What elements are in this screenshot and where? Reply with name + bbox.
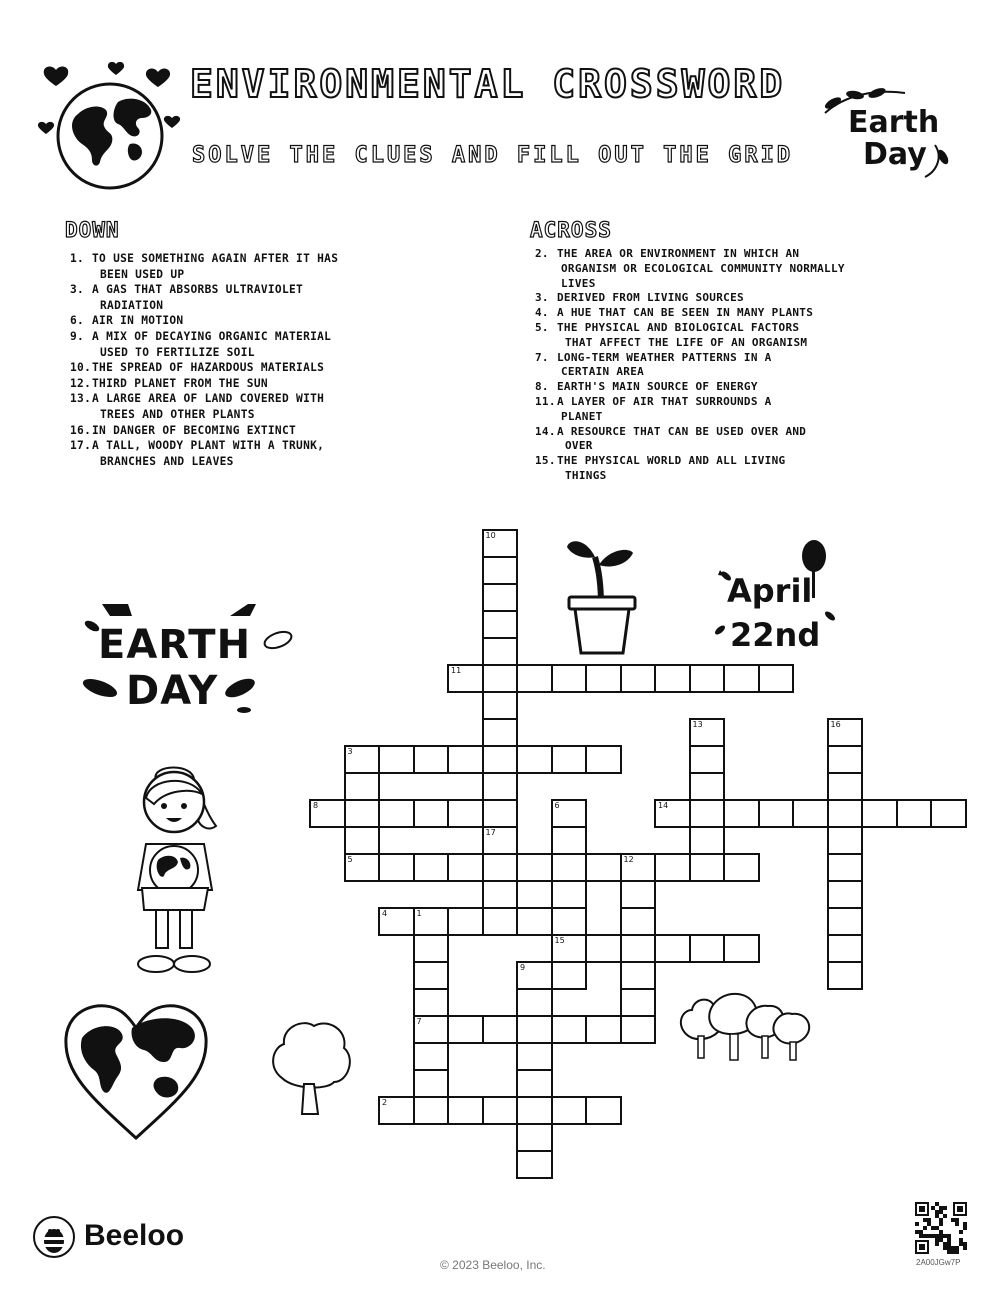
tree-group-icon [676, 990, 816, 1065]
crossword-cell[interactable] [482, 1096, 519, 1125]
crossword-cell[interactable] [654, 934, 691, 963]
april-badge [712, 540, 837, 660]
across-clue: 15. THE PHYSICAL WORLD AND ALL LIVING THINGS [535, 454, 786, 482]
bee-logo-icon [32, 1215, 76, 1259]
crossword-cell[interactable] [378, 1096, 415, 1125]
crossword-cell[interactable] [585, 1096, 622, 1125]
down-clue: 12. THIRD PLANET FROM THE SUN [70, 376, 268, 390]
crossword-cell[interactable] [827, 745, 864, 774]
crossword-cell[interactable] [827, 934, 864, 963]
crossword-cell[interactable] [827, 772, 864, 801]
crossword-clue-number: 16 [830, 720, 841, 729]
across-clue: 14. A RESOURCE THAT CAN BE USED OVER AND OVER [535, 424, 807, 453]
crossword-cell[interactable] [344, 853, 381, 882]
crossword-cell[interactable] [827, 907, 864, 936]
crossword-cell[interactable] [482, 610, 519, 639]
crossword-cell[interactable] [482, 691, 519, 720]
across-clue: 7. LONG-TERM WEATHER PATTERNS IN A CERTAIN AREA [535, 350, 772, 379]
crossword-cell[interactable] [551, 745, 588, 774]
crossword-cell[interactable] [516, 745, 553, 774]
crossword-cell[interactable] [482, 718, 519, 747]
crossword-cell[interactable] [413, 853, 450, 882]
crossword-cell[interactable] [896, 799, 933, 828]
crossword-cell[interactable] [861, 799, 898, 828]
earth-day-badge-top [815, 85, 960, 180]
crossword-cell[interactable] [551, 1096, 588, 1125]
crossword-cell[interactable] [344, 826, 381, 855]
crossword-cell[interactable] [620, 853, 657, 882]
down-clue: 6. AIR IN MOTION [70, 314, 184, 328]
crossword-cell[interactable] [827, 826, 864, 855]
crossword-cell[interactable] [551, 934, 588, 963]
crossword-cell[interactable] [344, 745, 381, 774]
crossword-cell[interactable] [309, 799, 346, 828]
crossword-cell[interactable] [551, 799, 588, 828]
crossword-cell[interactable] [482, 799, 519, 828]
crossword-cell[interactable] [413, 799, 450, 828]
crossword-cell[interactable] [413, 907, 450, 936]
crossword-cell[interactable] [378, 907, 415, 936]
crossword-cell[interactable] [378, 799, 415, 828]
crossword-cell[interactable] [482, 907, 519, 936]
copyright: © 2023 Beeloo, Inc. [440, 1258, 546, 1272]
crossword-cell[interactable] [689, 934, 726, 963]
crossword-cell[interactable] [516, 961, 553, 990]
down-clue: 13. A LARGE AREA OF LAND COVERED WITH TREES AND OTHER PLANTS [70, 392, 325, 421]
down-clue: 3. A GAS THAT ABSORBS ULTRAVIOLET RADIATION [70, 283, 304, 312]
crossword-cell[interactable] [344, 799, 381, 828]
crossword-cell[interactable] [482, 772, 519, 801]
crossword-cell[interactable] [516, 907, 553, 936]
crossword-clue-number: 13 [692, 720, 703, 729]
crossword-clue-number: 10 [485, 531, 496, 540]
crossword-clue-number: 6 [554, 801, 560, 810]
crossword-cell[interactable] [516, 853, 553, 882]
crossword-cell[interactable] [413, 745, 450, 774]
down-clue: 9. A MIX OF DECAYING ORGANIC MATERIAL USED TO FERTILIZE SOIL [70, 329, 332, 359]
crossword-cell[interactable] [827, 961, 864, 990]
crossword-cell[interactable] [792, 799, 829, 828]
crossword-cell[interactable] [551, 1015, 588, 1044]
crossword-cell[interactable] [585, 664, 622, 693]
april-line2: 22nd [730, 616, 821, 654]
crossword-cell[interactable] [551, 907, 588, 936]
crossword-cell[interactable] [758, 799, 795, 828]
crossword-cell[interactable] [482, 745, 519, 774]
crossword-cell[interactable] [516, 1150, 553, 1179]
crossword-clue-number: 2 [382, 1098, 388, 1107]
down-heading: DOWN [65, 218, 120, 242]
crossword-clue-number: 5 [347, 855, 353, 864]
crossword-cell[interactable] [413, 1096, 450, 1125]
crossword-cell[interactable] [827, 718, 864, 747]
crossword-cell[interactable] [620, 988, 657, 1017]
across-clue-list [533, 247, 913, 484]
beeloo-logo [32, 1215, 202, 1259]
crossword-cell[interactable] [516, 1042, 553, 1071]
crossword-clue-number: 14 [658, 801, 669, 810]
crossword-cell[interactable] [723, 799, 760, 828]
crossword-cell[interactable] [689, 772, 726, 801]
earth-day-left-line1: EARTH [98, 622, 252, 668]
crossword-cell[interactable] [482, 583, 519, 612]
crossword-cell[interactable] [827, 853, 864, 882]
crossword-cell[interactable] [482, 664, 519, 693]
plant-pot-icon [565, 535, 640, 660]
crossword-cell[interactable] [654, 853, 691, 882]
crossword-cell[interactable] [551, 853, 588, 882]
down-clue: 1. TO USE SOMETHING AGAIN AFTER IT HAS BEEN USED UP [70, 252, 339, 281]
down-clue-list [68, 251, 398, 469]
crossword-cell[interactable] [620, 961, 657, 990]
earth-day-line1: Earth [848, 105, 940, 140]
crossword-cell[interactable] [689, 718, 726, 747]
brand-name: Beeloo [84, 1219, 185, 1252]
crossword-cell[interactable] [344, 772, 381, 801]
crossword-cell[interactable] [482, 637, 519, 666]
down-clue: 16. IN DANGER OF BECOMING EXTINCT [70, 423, 297, 437]
crossword-cell[interactable] [620, 907, 657, 936]
crossword-cell[interactable] [758, 664, 795, 693]
crossword-cell[interactable] [447, 745, 484, 774]
crossword-cell[interactable] [413, 1015, 450, 1044]
across-clue: 8. EARTH'S MAIN SOURCE OF ENERGY [535, 380, 758, 394]
across-clue: 2. THE AREA OR ENVIRONMENT IN WHICH AN ORGANISM OR ECOLOGICAL COMMUNITY NORMALLY LIVES [535, 247, 845, 290]
across-clue: 11. A LAYER OF AIR THAT SURROUNDS A PLANET [535, 394, 772, 423]
crossword-cell[interactable] [413, 988, 450, 1017]
crossword-cell[interactable] [482, 556, 519, 585]
crossword-cell[interactable] [482, 1015, 519, 1044]
crossword-clue-number: 1 [416, 909, 422, 918]
across-clue: 3. DERIVED FROM LIVING SOURCES [535, 291, 744, 305]
crossword-cell[interactable] [413, 934, 450, 963]
crossword-clue-number: 15 [554, 936, 565, 945]
crossword-cell[interactable] [689, 664, 726, 693]
qr-code-label: 2A00JGw7P [916, 1258, 961, 1267]
crossword-cell[interactable] [585, 745, 622, 774]
crossword-cell[interactable] [516, 1096, 553, 1125]
crossword-cell[interactable] [516, 664, 553, 693]
crossword-clue-number: 3 [347, 747, 353, 756]
crossword-cell[interactable] [413, 961, 450, 990]
crossword-cell[interactable] [620, 934, 657, 963]
crossword-cell[interactable] [723, 664, 760, 693]
girl-holding-globe-icon [120, 760, 230, 975]
crossword-clue-number: 17 [485, 828, 496, 837]
april-line1: April [727, 572, 813, 610]
crossword-cell[interactable] [620, 1015, 657, 1044]
earth-day-line2: Day [863, 137, 927, 172]
crossword-cell[interactable] [482, 880, 519, 909]
crossword-cell[interactable] [413, 1069, 450, 1098]
crossword-clue-number: 12 [623, 855, 634, 864]
crossword-clue-number: 11 [451, 666, 462, 675]
crossword-cell[interactable] [827, 799, 864, 828]
crossword-cell[interactable] [654, 799, 691, 828]
across-clue: 5. THE PHYSICAL AND BIOLOGICAL FACTORS THAT AFFECT THE LIFE OF AN ORGANISM [535, 320, 808, 349]
page-title: ENVIRONMENTAL CROSSWORD [190, 62, 786, 106]
crossword-cell[interactable] [378, 853, 415, 882]
tree-icon [268, 1018, 353, 1118]
crossword-cell[interactable] [447, 853, 484, 882]
crossword-cell[interactable] [551, 961, 588, 990]
crossword-cell[interactable] [516, 1123, 553, 1152]
crossword-cell[interactable] [551, 826, 588, 855]
crossword-cell[interactable] [482, 529, 519, 558]
crossword-cell[interactable] [447, 907, 484, 936]
across-clue: 4. A HUE THAT CAN BE SEEN IN MANY PLANTS [535, 306, 814, 320]
crossword-cell[interactable] [551, 664, 588, 693]
crossword-cell[interactable] [585, 1015, 622, 1044]
crossword-cell[interactable] [620, 880, 657, 909]
down-clue: 10. THE SPREAD OF HAZARDOUS MATERIALS [70, 361, 325, 375]
crossword-clue-number: 7 [416, 1017, 422, 1026]
crossword-cell[interactable] [723, 853, 760, 882]
crossword-cell[interactable] [930, 799, 967, 828]
crossword-cell[interactable] [447, 799, 484, 828]
crossword-cell[interactable] [620, 664, 657, 693]
crossword-cell[interactable] [516, 988, 553, 1017]
crossword-cell[interactable] [413, 1042, 450, 1071]
crossword-cell[interactable] [447, 664, 484, 693]
earth-day-left-line2: DAY [126, 668, 219, 714]
crossword-cell[interactable] [689, 826, 726, 855]
crossword-cell[interactable] [827, 880, 864, 909]
crossword-cell[interactable] [447, 1096, 484, 1125]
crossword-cell[interactable] [482, 853, 519, 882]
crossword-clue-number: 9 [520, 963, 526, 972]
crossword-cell[interactable] [689, 799, 726, 828]
crossword-clue-number: 4 [382, 909, 388, 918]
crossword-cell[interactable] [516, 1069, 553, 1098]
crossword-cell[interactable] [551, 880, 588, 909]
crossword-cell[interactable] [447, 1015, 484, 1044]
page-subtitle: SOLVE THE CLUES AND FILL OUT THE GRID [192, 143, 794, 168]
crossword-clue-number: 8 [313, 801, 319, 810]
crossword-cell[interactable] [585, 934, 622, 963]
crossword-cell[interactable] [723, 934, 760, 963]
crossword-cell[interactable] [585, 853, 622, 882]
crossword-cell[interactable] [482, 826, 519, 855]
crossword-cell[interactable] [689, 745, 726, 774]
across-heading: ACROSS [530, 218, 612, 242]
globe-with-hearts-icon [38, 62, 188, 192]
crossword-cell[interactable] [654, 664, 691, 693]
qr-code-icon [915, 1202, 967, 1254]
crossword-cell[interactable] [516, 1015, 553, 1044]
down-clue: 17. A TALL, WOODY PLANT WITH A TRUNK, BRANCHES AND LEAVES [70, 439, 325, 468]
crossword-cell[interactable] [378, 745, 415, 774]
heart-globe-icon [62, 998, 210, 1143]
crossword-cell[interactable] [689, 853, 726, 882]
earth-day-badge-left [80, 600, 300, 720]
